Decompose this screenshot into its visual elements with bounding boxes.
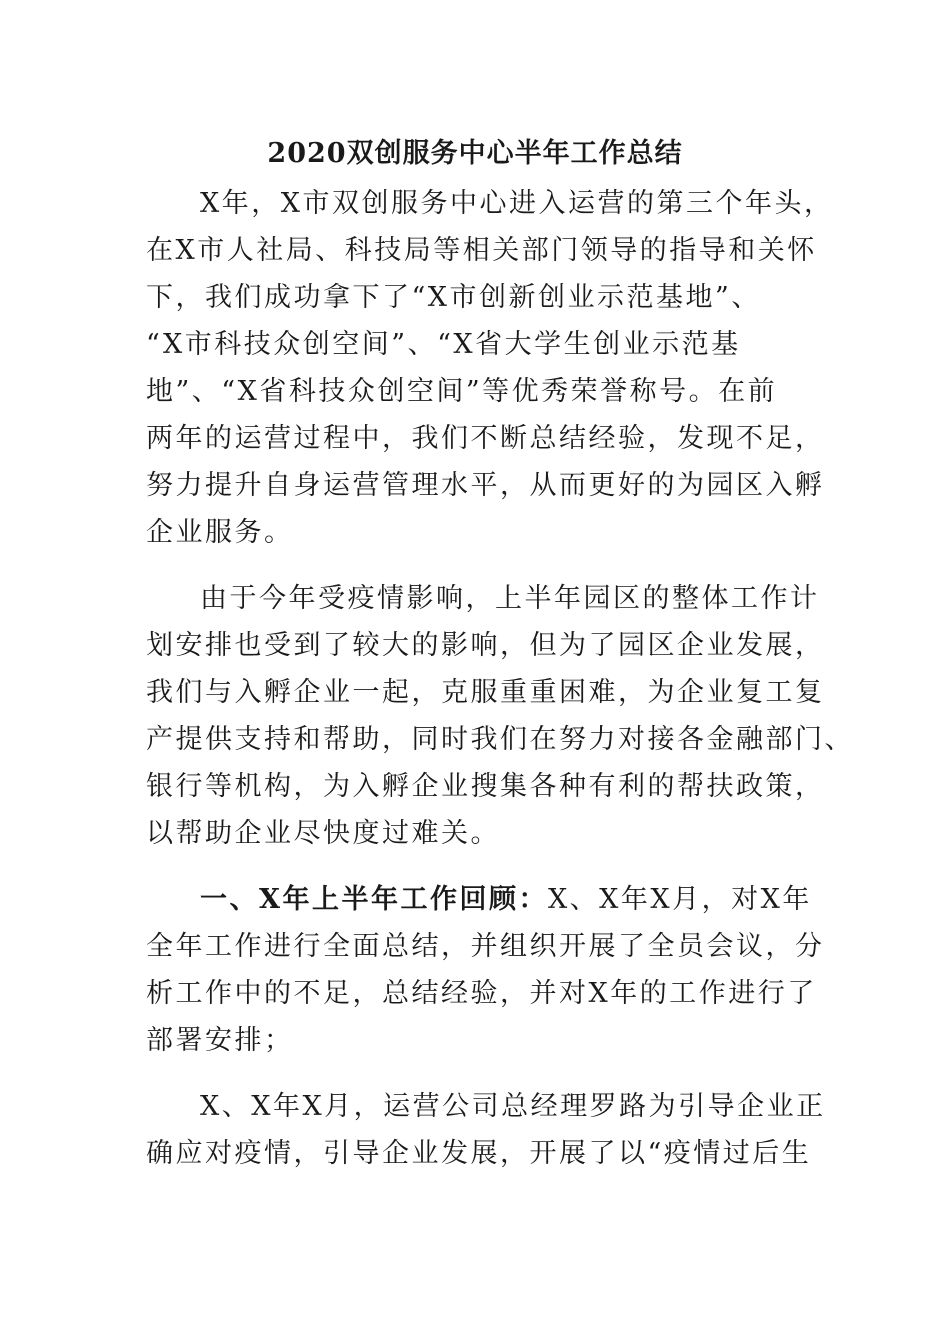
text-line: 企业服务。 bbox=[146, 517, 294, 548]
text-line: 地”、“X省科技众创空间”等优秀荣誉称号。在前 bbox=[146, 376, 778, 407]
paragraph-review bbox=[146, 876, 825, 1064]
text-line: 努力提升自身运营管理水平，从而更好的为园区入孵 bbox=[146, 470, 825, 501]
section-first-line-text: X、X年X月，对X年 bbox=[547, 884, 812, 915]
text-line: 部署安排； bbox=[146, 1025, 294, 1056]
section-heading: 一、X年上半年工作回顾： bbox=[200, 884, 548, 915]
paragraph-spacer bbox=[146, 857, 816, 876]
paragraph-ceo-activity bbox=[146, 1083, 826, 1177]
text-line: 两年的运营过程中，我们不断总结经验，发现不足， bbox=[146, 423, 825, 454]
text-line: 银行等机构，为入孵企业搜集各种有利的帮扶政策， bbox=[146, 771, 825, 802]
text-line: 析工作中的不足，总结经验，并对X年的工作进行了 bbox=[146, 978, 817, 1009]
paragraph-epidemic bbox=[146, 575, 854, 857]
document-body bbox=[146, 180, 854, 1177]
paragraph-intro bbox=[146, 180, 834, 556]
text-line: 下，我们成功拿下了“X市创新创业示范基地”、 bbox=[146, 282, 761, 313]
text-line: 产提供支持和帮助，同时我们在努力对接各金融部门、 bbox=[146, 724, 854, 755]
text-line: 全年工作进行全面总结，并组织开展了全员会议，分 bbox=[146, 931, 825, 962]
text-line: X年，X市双创服务中心进入运营的第三个年头， bbox=[200, 188, 834, 219]
paragraph-spacer bbox=[146, 556, 816, 575]
text-line: 以帮助企业尽快度过难关。 bbox=[146, 818, 500, 849]
text-line: 确应对疫情，引导企业发展，开展了以“疫情过后生 bbox=[146, 1138, 812, 1169]
text-line: X、X年X月，运营公司总经理罗路为引导企业正 bbox=[200, 1091, 826, 1122]
text-line: 由于今年受疫情影响，上半年园区的整体工作计 bbox=[200, 583, 820, 614]
text-line bbox=[146, 876, 816, 923]
document-title: 2020双创服务中心半年工作总结 bbox=[267, 138, 683, 169]
paragraph-spacer bbox=[146, 1064, 816, 1083]
text-line: 划安排也受到了较大的影响，但为了园区企业发展， bbox=[146, 630, 825, 661]
text-line: 在X市人社局、科技局等相关部门领导的指导和关怀 bbox=[146, 235, 817, 266]
text-line: “X市科技众创空间”、“X省大学生创业示范基 bbox=[146, 329, 741, 360]
text-line: 我们与入孵企业一起，克服重重困难，为企业复工复 bbox=[146, 677, 825, 708]
